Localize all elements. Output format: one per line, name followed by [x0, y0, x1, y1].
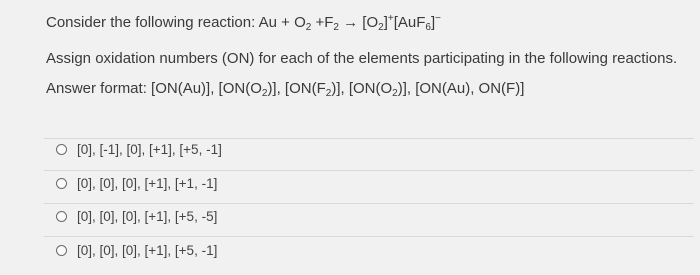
answer-option-2[interactable] [56, 176, 217, 191]
divider [44, 138, 694, 139]
instruction-text: Assign oxidation numbers (ON) for each of the elements participating in the following reactions. [46, 50, 678, 67]
divider [44, 170, 694, 171]
reaction-statement: Consider the following reaction: $Au + O_2 +F_2 \to [O_2]^+[AuF_6]^-$ [46, 13, 441, 33]
radio-button-icon[interactable] [56, 144, 67, 155]
option-label: [0], [0], [0], [+1], [+5, -5] [77, 209, 218, 224]
answer-option-1[interactable] [56, 142, 222, 157]
answer-format-text: Answer format: [ON(Au)], $[ON(O_2)]$, $[ON(F_2)]$, $[ON(O_2)]$, [ON(Au), ON(F)] [46, 80, 525, 99]
option-label: [0], [0], [0], [+1], [+5, -1] [77, 243, 218, 258]
radio-button-icon[interactable] [56, 245, 67, 256]
radio-button-icon[interactable] [56, 178, 67, 189]
option-label: [0], [-1], [0], [+1], [+5, -1] [77, 142, 222, 157]
option-label: [0], [0], [0], [+1], [+1, -1] [77, 176, 218, 191]
divider [44, 236, 694, 237]
answer-option-4[interactable] [56, 243, 217, 258]
divider [44, 203, 694, 204]
radio-button-icon[interactable] [56, 211, 67, 222]
answer-option-3[interactable] [56, 209, 217, 224]
